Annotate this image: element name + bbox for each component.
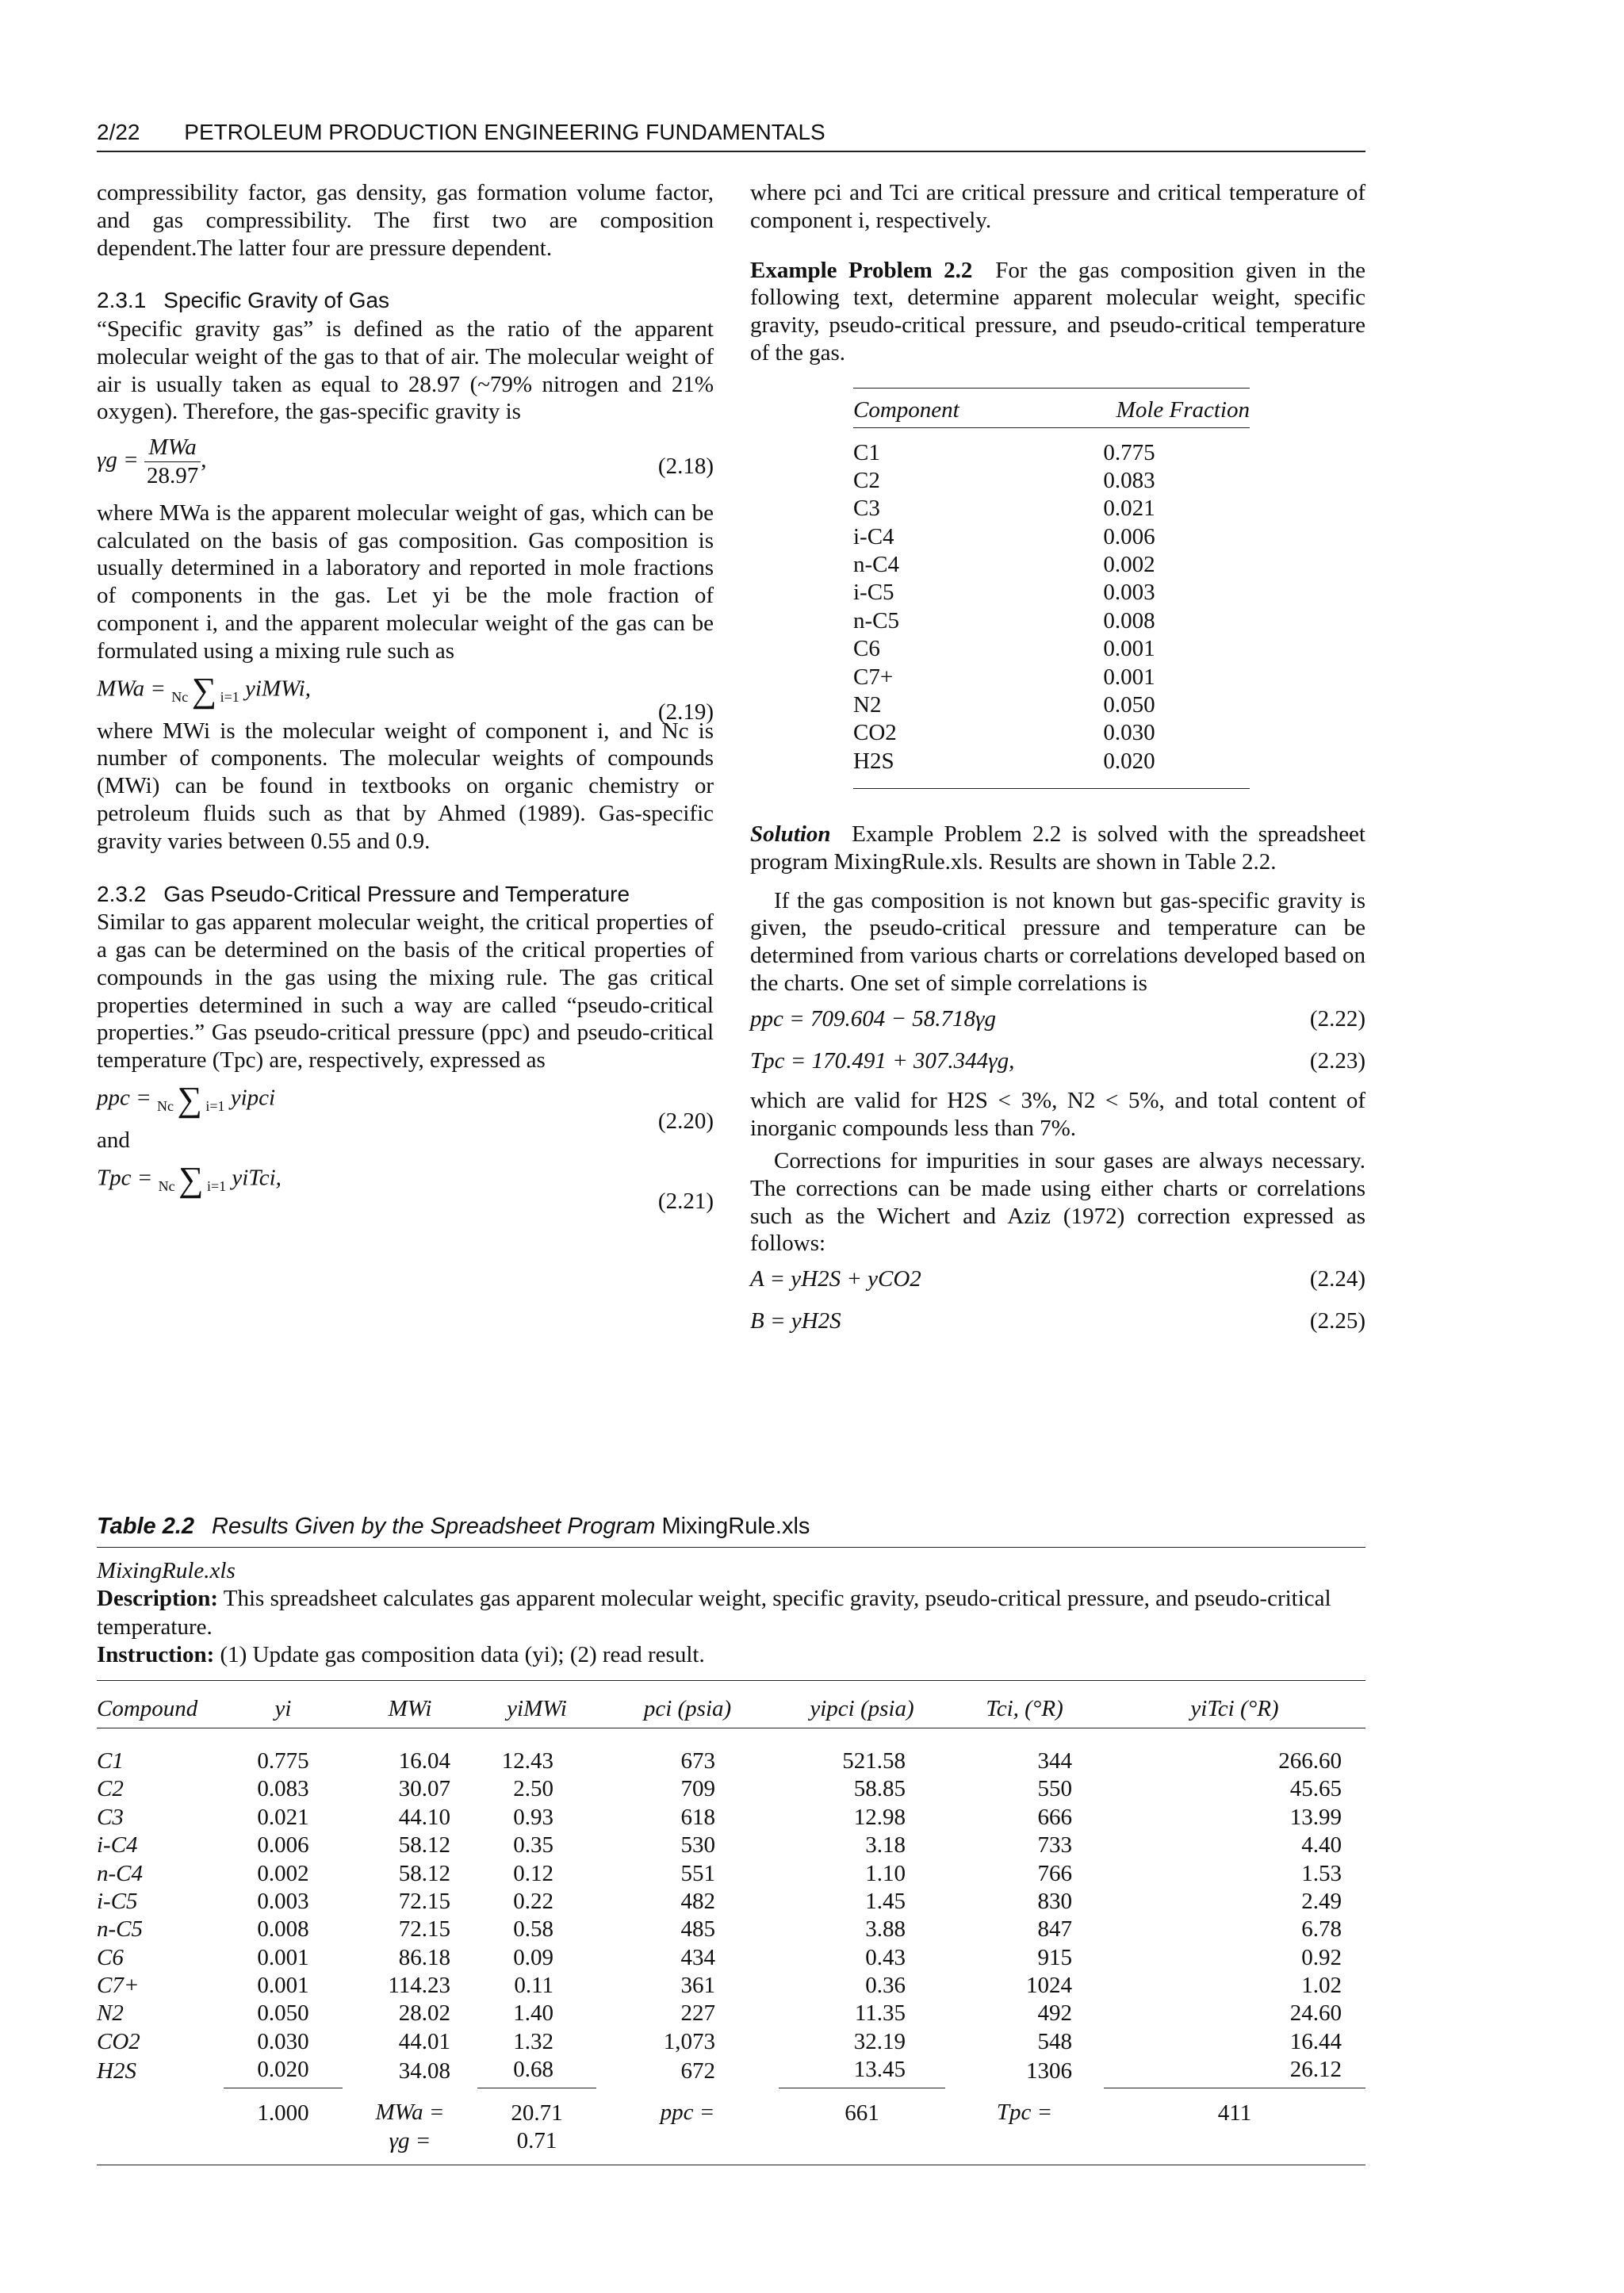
component-name: H2S [853, 748, 1028, 789]
column-header: yi [224, 1692, 343, 1728]
molecular-weight: 16.04 [398, 1748, 450, 1774]
gamma-row [97, 2127, 1365, 2155]
critical-pressure: 361 [680, 1973, 715, 1999]
y-tc-product: 13.99 [1289, 1804, 1342, 1830]
y-mw-product: 0.58 [513, 1916, 553, 1943]
column-header: yiTci (°R) [1104, 1692, 1365, 1728]
section-title: Gas Pseudo-Critical Pressure and Temperature [163, 881, 630, 906]
y-pc-product: 13.45 [779, 2056, 945, 2088]
molecular-weight: 72.15 [398, 1888, 450, 1914]
paragraph: which are valid for H2S < 3%, N2 < 5%, and total content of inorganic compounds less than 7%. [750, 1088, 1365, 1142]
y-pc-product: 1.45 [865, 1888, 906, 1914]
compound: C2 [97, 1776, 124, 1802]
equation-label: (2.23) [1309, 1047, 1365, 1074]
y-mw-product: 2.50 [513, 1776, 553, 1802]
table-row [97, 2028, 1365, 2056]
component-name: C6 [853, 636, 880, 662]
y-mw-product: 1.40 [513, 2000, 553, 2027]
critical-pressure: 673 [680, 1748, 715, 1774]
critical-temperature: 548 [1037, 2028, 1072, 2054]
caption-filename: MixingRule.xls [661, 1514, 810, 1539]
instruction-text: (1) Update gas composition data (yi); (2) read result. [220, 1641, 705, 1667]
y-mw-product: 0.11 [514, 1973, 553, 1999]
description-label: Description: [97, 1586, 219, 1612]
results-table [97, 1692, 1365, 2155]
critical-pressure: 482 [680, 1888, 715, 1914]
running-title: PETROLEUM PRODUCTION ENGINEERING FUNDAMENTALS [184, 120, 825, 144]
connector-text: and [97, 1127, 130, 1153]
y-pc-product: 12.98 [853, 1804, 906, 1830]
mole-fraction: 0.006 [257, 1832, 309, 1859]
compound: i-C5 [97, 1888, 138, 1914]
compound: CO2 [97, 2028, 140, 2054]
critical-pressure: 530 [680, 1832, 715, 1859]
equation-rhs: yiTci, [232, 1165, 282, 1191]
component-table [853, 388, 1250, 789]
critical-pressure: 1,073 [663, 2028, 715, 2054]
equation-text: ppc = 709.604 − 58.718γg [750, 1005, 996, 1032]
instruction-line [97, 1641, 1365, 1669]
summation-symbol [156, 1079, 225, 1119]
instruction-label: Instruction: [97, 1641, 215, 1667]
equation-label: (2.25) [1309, 1308, 1365, 1334]
critical-temperature: 344 [1037, 1748, 1072, 1774]
sum-lower-limit: i=1 [220, 688, 239, 705]
equation-text: B = yH2S [750, 1308, 841, 1334]
totals-row [97, 2088, 1365, 2127]
equation-text: Tpc = 170.491 + 307.344γg, [750, 1047, 1015, 1074]
section-number: 2.3.1 [97, 288, 147, 313]
equation-2-22 [750, 1005, 1365, 1033]
equation-rhs: yipci [230, 1085, 276, 1111]
section-number: 2.3.2 [97, 881, 147, 906]
table-row [97, 2000, 1365, 2027]
section-heading-2-3-2 [97, 881, 714, 908]
mole-fraction: 0.050 [1103, 691, 1155, 718]
equation-lhs: MWa = [97, 676, 166, 702]
component-name: N2 [853, 691, 882, 718]
mole-fraction: 0.003 [1103, 580, 1155, 606]
compound: i-C4 [97, 1832, 138, 1859]
equation-text: A = yH2S + yCO2 [750, 1266, 921, 1292]
critical-temperature: 766 [1037, 1860, 1072, 1886]
y-tc-product: 266.60 [1278, 1748, 1342, 1774]
paragraph: where MWi is the molecular weight of component i, and Nc is number of components. The molecular weights of compounds (MWi) can be found in textbooks on organic chemistry or petroleum fluids such as that by Ahmed (1989). Gas-specific gravity varies between 0.55 and 0.9. [97, 718, 714, 854]
table-caption [97, 1513, 1365, 1548]
y-tc-product: 0.92 [1301, 1944, 1342, 1970]
equation-lhs: ppc = [97, 1085, 151, 1111]
mole-fraction: 0.083 [1103, 467, 1155, 493]
paragraph: Corrections for impurities in sour gases are always necessary. The corrections can be made using either charts or correlations such as the Wichert and Aziz (1972) correction expressed as follows: [750, 1148, 1365, 1257]
y-mw-product: 0.35 [513, 1832, 553, 1859]
critical-temperature: 915 [1037, 1944, 1072, 1970]
mole-fraction: 0.008 [1103, 607, 1155, 634]
mole-fraction: 0.002 [1103, 552, 1155, 578]
mole-fraction: 0.775 [257, 1748, 309, 1774]
running-header [97, 116, 1365, 152]
intro-paragraph: compressibility factor, gas density, gas formation volume factor, and gas compressibility. The first two are composition dependent.The latter four are pressure dependent. [97, 180, 714, 261]
sum-upper-limit: Nc [171, 688, 189, 705]
equation-2-25 [750, 1307, 1365, 1335]
right-column [750, 179, 1365, 1345]
equation-2-20 [97, 1079, 714, 1134]
y-mw-product: 0.68 [477, 2056, 596, 2088]
left-column [97, 179, 714, 1214]
critical-temperature: 847 [1037, 1916, 1072, 1943]
fraction [144, 434, 201, 490]
equation-2-23 [750, 1047, 1365, 1075]
table-row [853, 691, 1250, 719]
compound: C1 [97, 1748, 124, 1774]
equation-2-19 [97, 670, 714, 725]
equation-2-24 [750, 1265, 1365, 1293]
mwa-label: MWa = [375, 2100, 445, 2126]
molecular-weight: 72.15 [398, 1916, 450, 1943]
mole-fraction: 0.003 [257, 1888, 309, 1914]
y-mw-product: 1.32 [513, 2028, 553, 2054]
table-row [853, 551, 1250, 579]
tpc-value: 411 [1217, 2100, 1252, 2126]
equation-label: (2.22) [1309, 1005, 1365, 1032]
mole-fraction: 0.008 [257, 1916, 309, 1943]
example-label: Example Problem 2.2 [750, 257, 973, 283]
mole-fraction: 0.002 [257, 1860, 309, 1886]
equation-lhs: γg = [97, 447, 139, 473]
equation-label: (2.24) [1309, 1266, 1365, 1292]
y-pc-product: 0.43 [865, 1944, 906, 1970]
y-tc-product: 45.65 [1289, 1776, 1342, 1802]
y-pc-product: 11.35 [854, 2000, 906, 2027]
example-text: For the gas composition given in the following text, determine apparent molecular weight, specific gravity, pseudo-critical pressure, and pseudo-critical temperature of the gas. [750, 257, 1366, 366]
y-tc-product: 2.49 [1301, 1888, 1342, 1914]
table-row [97, 1728, 1365, 1776]
molecular-weight: 58.12 [398, 1860, 450, 1886]
molecular-weight: 44.10 [398, 1804, 450, 1830]
component-name: C7+ [853, 664, 894, 690]
solution-text: Example Problem 2.2 is solved with the spreadsheet program MixingRule.xls. Results are shown in Table 2.2. [750, 821, 1365, 875]
compound: H2S [97, 2058, 136, 2084]
y-tc-product: 26.12 [1104, 2056, 1365, 2088]
table-row [853, 607, 1250, 635]
mole-fraction: 0.006 [1103, 523, 1155, 549]
component-name: n-C5 [853, 607, 899, 634]
mole-fraction: 0.050 [257, 2000, 309, 2027]
column-header: MWi [343, 1692, 477, 1728]
table-row [853, 719, 1250, 747]
equation-label: (2.19) [657, 699, 714, 725]
column-header: yiMWi [477, 1692, 596, 1728]
mole-fraction: 0.083 [257, 1776, 309, 1802]
page-number: 2/22 [97, 120, 140, 144]
column-header: yipci (psia) [779, 1692, 945, 1728]
component-name: C2 [853, 467, 880, 493]
table-row [853, 495, 1250, 523]
solution-paragraph [750, 821, 1365, 876]
compound: n-C4 [97, 1860, 143, 1886]
y-pc-product: 521.58 [842, 1748, 906, 1774]
tpc-label: Tpc = [996, 2100, 1053, 2126]
compound: n-C5 [97, 1916, 143, 1943]
ppc-label: ppc = [660, 2100, 715, 2126]
table-bottom-rule [97, 2155, 1365, 2165]
mole-fraction: 0.030 [257, 2028, 309, 2054]
gamma-value: 0.71 [516, 2127, 557, 2153]
section-heading-2-3-1 [97, 287, 714, 314]
component-name: i-C5 [853, 580, 894, 606]
y-tc-product: 16.44 [1289, 2028, 1342, 2054]
summation-symbol [171, 670, 239, 710]
paragraph: “Specific gravity gas” is defined as the ratio of the apparent molecular weight of the gas to that of air. The molecular weight of air is usually taken as equal to 28.97 (~79% nitrogen and 21% oxygen). Therefore, the gas-specific gravity is [97, 316, 714, 425]
mole-fraction: 0.001 [257, 1973, 309, 1999]
y-tc-product: 1.53 [1301, 1860, 1342, 1886]
description-text: This spreadsheet calculates gas apparent molecular weight, specific gravity, pseudo-critical pressure, and pseudo-critical temperature. [97, 1586, 1331, 1640]
equation-label: (2.21) [657, 1188, 714, 1214]
mole-fraction: 0.020 [1028, 748, 1250, 789]
y-pc-product: 1.10 [865, 1860, 906, 1886]
critical-temperature: 550 [1037, 1776, 1072, 1802]
compound: N2 [97, 2000, 124, 2027]
gamma-label: γg = [389, 2127, 431, 2153]
equation-label: (2.18) [657, 454, 714, 480]
spreadsheet-info [97, 1548, 1365, 1682]
compound: C7+ [97, 1973, 140, 1999]
y-tc-product: 1.02 [1301, 1973, 1342, 1999]
spreadsheet-filename: MixingRule.xls [97, 1557, 236, 1583]
mwa-value: 20.71 [511, 2100, 563, 2126]
component-name: i-C4 [853, 523, 894, 549]
section-title: Specific Gravity of Gas [163, 288, 390, 313]
molecular-weight: 114.23 [388, 1973, 450, 1999]
y-tc-product: 4.40 [1301, 1832, 1342, 1859]
critical-temperature: 733 [1037, 1832, 1072, 1859]
mole-fraction: 0.020 [224, 2056, 343, 2088]
table-header-row [853, 388, 1250, 427]
y-mw-product: 12.43 [501, 1748, 553, 1774]
table-number: Table 2.2 [97, 1514, 195, 1539]
sum-upper-limit: Nc [156, 1097, 174, 1114]
mole-fraction: 0.001 [1103, 664, 1155, 690]
compound: C6 [97, 1944, 124, 1970]
critical-pressure: 485 [680, 1916, 715, 1943]
y-mw-product: 0.93 [513, 1804, 553, 1830]
mole-fraction: 0.001 [1103, 636, 1155, 662]
table-row [97, 1944, 1365, 1972]
molecular-weight: 86.18 [398, 1944, 450, 1970]
table-row [853, 748, 1250, 789]
mole-fraction: 0.001 [257, 1944, 309, 1970]
mole-fraction: 0.021 [257, 1804, 309, 1830]
equation-rhs: yiMWi, [245, 676, 311, 702]
component-name: n-C4 [853, 552, 899, 578]
column-header: Component [853, 388, 1028, 427]
table-row [97, 1888, 1365, 1916]
solution-label: Solution [750, 821, 831, 848]
column-header: Tci, (°R) [945, 1692, 1104, 1728]
y-mw-product: 0.09 [513, 1944, 553, 1970]
molecular-weight: 34.08 [398, 2058, 450, 2084]
critical-temperature: 1306 [1026, 2058, 1072, 2084]
y-mw-product: 0.12 [513, 1860, 553, 1886]
table-row [97, 2056, 1365, 2088]
paragraph: where MWa is the apparent molecular weight of gas, which can be calculated on the basis of gas composition. Gas composition is usually determined in a laboratory and reported in mole fractions of components in the gas. Let yi be the mole fraction of component i, and the apparent molecular weight of the gas can be formulated using a mixing rule such as [97, 500, 714, 664]
sum-lower-limit: i=1 [206, 1177, 227, 1194]
sigma-glyph: ∑ [178, 1159, 204, 1199]
table-row [97, 1832, 1365, 1859]
table-row [853, 579, 1250, 607]
y-mw-product: 0.22 [513, 1888, 553, 1914]
sum-lower-limit: i=1 [205, 1097, 225, 1114]
critical-temperature: 830 [1037, 1888, 1072, 1914]
table-2-2 [97, 1513, 1365, 2165]
y-tc-product: 24.60 [1289, 2000, 1342, 2027]
table-row [97, 1804, 1365, 1832]
ppc-value: 661 [845, 2100, 879, 2126]
description-line [97, 1585, 1365, 1641]
fraction-denominator: 28.97 [144, 461, 201, 490]
example-problem [750, 257, 1365, 367]
critical-pressure: 551 [680, 1860, 715, 1886]
y-pc-product: 3.18 [865, 1832, 906, 1859]
table-row [853, 664, 1250, 691]
caption-text: Results Given by the Spreadsheet Program [212, 1514, 656, 1539]
paragraph: where pci and Tci are critical pressure and critical temperature of component i, respectively. [750, 180, 1365, 233]
component-name: C3 [853, 496, 880, 522]
component-name: CO2 [853, 720, 897, 746]
table-row [853, 635, 1250, 663]
total-mole-fraction: 1.000 [257, 2100, 309, 2126]
mole-fraction: 0.775 [1103, 439, 1155, 465]
paragraph: If the gas composition is not known but gas-specific gravity is given, the pseudo-critical pressure and temperature can be determined from various charts or correlations developed based on the charts. One set of simple correlations is [750, 887, 1365, 997]
y-tc-product: 6.78 [1301, 1916, 1342, 1943]
table-row [853, 467, 1250, 495]
molecular-weight: 58.12 [398, 1832, 450, 1859]
table-row [97, 1860, 1365, 1888]
critical-pressure: 227 [680, 2000, 715, 2027]
fraction-numerator: MWa [148, 434, 197, 461]
y-pc-product: 3.88 [865, 1916, 906, 1943]
molecular-weight: 28.02 [398, 2000, 450, 2027]
critical-pressure: 618 [680, 1804, 715, 1830]
critical-temperature: 1024 [1026, 1973, 1072, 1999]
critical-pressure: 709 [680, 1776, 715, 1802]
mole-fraction: 0.021 [1103, 496, 1155, 522]
column-header: Mole Fraction [1028, 388, 1250, 427]
equation-2-18 [97, 434, 714, 490]
critical-temperature: 492 [1037, 2000, 1072, 2027]
table-row [853, 427, 1250, 467]
column-header: pci (psia) [596, 1692, 779, 1728]
critical-temperature: 666 [1037, 1804, 1072, 1830]
molecular-weight: 30.07 [398, 1776, 450, 1802]
critical-pressure: 434 [680, 1944, 715, 1970]
equation-2-21 [97, 1159, 714, 1214]
sigma-glyph: ∑ [191, 670, 217, 710]
table-header-row [97, 1692, 1365, 1728]
equation-tail: , [201, 447, 207, 473]
sigma-glyph: ∑ [177, 1079, 202, 1119]
column-header: Compound [97, 1692, 224, 1728]
table-row [97, 1916, 1365, 1943]
molecular-weight: 44.01 [398, 2028, 450, 2054]
y-pc-product: 0.36 [865, 1973, 906, 1999]
compound: C3 [97, 1804, 124, 1830]
table-row [97, 1775, 1365, 1803]
table-row [97, 1972, 1365, 2000]
component-name: C1 [853, 439, 880, 465]
equation-lhs: Tpc = [97, 1165, 153, 1191]
critical-pressure: 672 [680, 2058, 715, 2084]
y-pc-product: 58.85 [853, 1776, 906, 1802]
paragraph: Similar to gas apparent molecular weight, the critical properties of a gas can be determined on the basis of the critical properties of compounds in the gas using the mixing rule. The gas critical properties determined in such a way are called “pseudo-critical properties.” Gas pseudo-critical pressure (ppc) and pseudo-critical temperature (Tpc) are, respectively, expressed as [97, 909, 714, 1074]
y-pc-product: 32.19 [853, 2028, 906, 2054]
sum-upper-limit: Nc [158, 1177, 175, 1194]
mole-fraction: 0.030 [1103, 720, 1155, 746]
equation-label: (2.20) [657, 1108, 714, 1134]
table-row [853, 523, 1250, 551]
summation-symbol [158, 1159, 227, 1199]
